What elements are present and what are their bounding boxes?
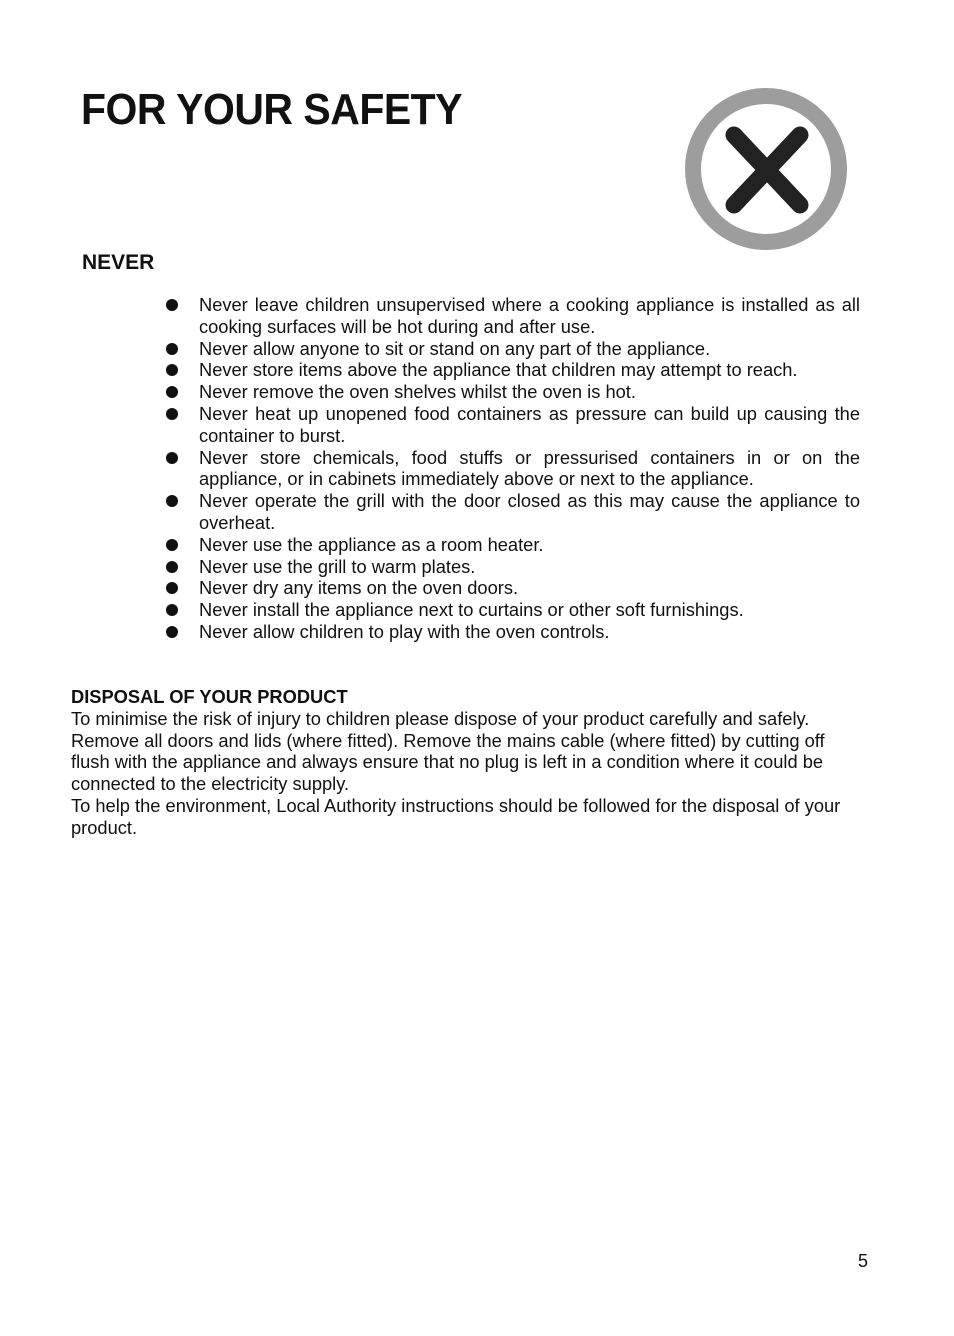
- list-item-text: Never operate the grill with the door closed as this may cause the appliance to overheat.: [199, 490, 860, 533]
- bullet-icon: [166, 561, 178, 573]
- bullet-icon: [166, 299, 178, 311]
- disposal-paragraph: To help the environment, Local Authority instructions should be followed for the disposal of your product.: [71, 794, 841, 838]
- bullet-icon: [166, 452, 178, 464]
- page-number: 5: [858, 1251, 869, 1271]
- list-item-text: Never store chemicals, food stuffs or pressurised containers in or on the appliance, or in cabinets immediately above or next to the appliance.: [199, 446, 860, 490]
- list-item-text: Never heat up unopened food containers as pressure can build up causing the container to burst.: [199, 402, 860, 446]
- list-item: [164, 577, 860, 599]
- list-item-text: Never allow anyone to sit or stand on any part of the appliance.: [199, 337, 711, 359]
- list-item-text: Never install the appliance next to curtains or other soft furnishings.: [199, 599, 744, 621]
- list-item: [164, 294, 860, 338]
- list-item-text: Never dry any items on the oven doors.: [199, 577, 519, 599]
- prohibited-x-icon: [684, 87, 848, 251]
- bullet-icon: [166, 364, 178, 376]
- list-item-text: Never use the grill to warm plates.: [199, 555, 476, 577]
- disposal-section: [71, 686, 861, 839]
- bullet-icon: [166, 386, 178, 398]
- list-item: [164, 359, 860, 381]
- list-item: [164, 490, 860, 534]
- bullet-icon: [166, 626, 178, 638]
- bullet-icon: [166, 539, 178, 551]
- list-item: [164, 621, 860, 643]
- bullet-icon: [166, 582, 178, 594]
- never-heading: NEVER: [82, 251, 155, 274]
- list-item-text: Never remove the oven shelves whilst the oven is hot.: [199, 381, 636, 403]
- never-list: [164, 294, 860, 643]
- bullet-icon: [166, 604, 178, 616]
- list-item-text: Never use the appliance as a room heater.: [199, 533, 544, 555]
- list-item: [164, 556, 860, 578]
- bullet-icon: [166, 408, 178, 420]
- list-item-text: Never allow children to play with the oven controls.: [199, 620, 610, 642]
- list-item-text: Never leave children unsupervised where a cooking appliance is installed as all cooking surfaces will be hot during and after use.: [199, 294, 860, 337]
- bullet-icon: [166, 495, 178, 507]
- list-item: [164, 534, 860, 556]
- list-item: [164, 599, 860, 621]
- disposal-heading: DISPOSAL OF YOUR PRODUCT: [71, 686, 348, 707]
- list-item: [164, 403, 860, 447]
- list-item: [164, 447, 860, 491]
- list-item-text: Never store items above the appliance that children may attempt to reach.: [199, 359, 798, 381]
- list-item: [164, 338, 860, 360]
- bullet-icon: [166, 343, 178, 355]
- list-item: [164, 381, 860, 403]
- disposal-paragraph: To minimise the risk of injury to children please dispose of your product carefully and safely. Remove all doors and lids (where fitted). Remove the mains cable (where fitted) by cutting off flush with the appliance and always ensure that no plug is left in a condition where it could be connected to the electricity supply.: [71, 707, 825, 795]
- page-title: FOR YOUR SAFETY: [81, 85, 463, 134]
